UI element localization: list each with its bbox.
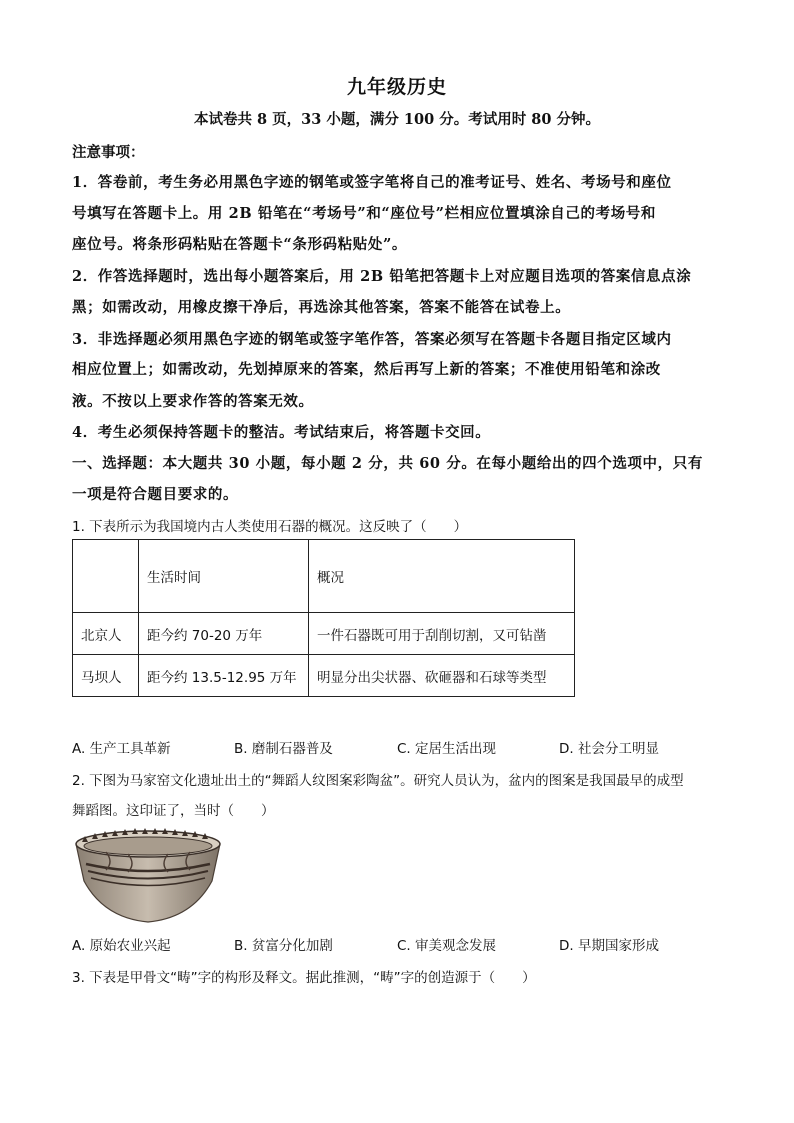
option-a[interactable]: A. 生产工具革新	[72, 741, 171, 757]
stone-tools-table	[72, 539, 575, 697]
table-cell: 北京人	[73, 613, 139, 655]
option-b[interactable]: B. 磨制石器普及	[234, 741, 333, 757]
note-line: 座位号。将条形码粘贴在答题卡“条形码粘贴处”。	[72, 236, 407, 253]
page-title: 九年级历史	[346, 76, 447, 98]
table-cell: 距今约 70-20 万年	[139, 613, 309, 655]
option-b[interactable]: B. 贫富分化加剧	[234, 938, 333, 954]
question-3-stem: 3. 下表是甲骨文“畴”字的构形及释文。据此推测，“畴”字的创造源于（ ）	[72, 970, 536, 986]
table-header-row	[73, 540, 575, 613]
question-2-stem-cont: 舞蹈图。这印证了，当时（ ）	[72, 803, 275, 819]
note-line: 液。不按以上要求作答的答案无效。	[72, 393, 314, 410]
note-line: 1．答卷前，考生务必用黑色字迹的钢笔或签字笔将自己的准考证号、姓名、考场号和座位	[72, 174, 672, 191]
table-header-cell: 生活时间	[139, 540, 309, 613]
table-cell: 一件石器既可用于刮削切割，又可钻凿	[309, 613, 575, 655]
option-c[interactable]: C. 审美观念发展	[397, 938, 497, 954]
table-cell: 明显分出尖状器、砍砸器和石球等类型	[309, 655, 575, 697]
table-row	[73, 613, 575, 655]
option-c[interactable]: C. 定居生活出现	[397, 741, 497, 757]
note-line: 4．考生必须保持答题卡的整洁。考试结束后，将答题卡交回。	[72, 424, 491, 441]
question-2-stem: 2. 下图为马家窑文化遗址出土的“舞蹈人纹图案彩陶盆”。研究人员认为，盆内的图案是我国最早的成型	[72, 773, 684, 789]
note-line: 2．作答选择题时，选出每小题答案后，用 2B 铅笔把答题卡上对应题目选项的答案信息点涂	[72, 268, 692, 285]
note-line: 相应位置上；如需改动，先划掉原来的答案，然后再写上新的答案；不准使用铅笔和涂改	[72, 361, 661, 378]
option-a[interactable]: A. 原始农业兴起	[72, 938, 171, 954]
table-cell: 距今约 13.5-12.95 万年	[139, 655, 309, 697]
section-heading-cont: 一项是符合题目要求的。	[72, 486, 239, 503]
exam-info: 本试卷共 8 页，33 小题，满分 100 分。考试用时 80 分钟。	[193, 111, 601, 128]
option-d[interactable]: D. 社会分工明显	[559, 741, 659, 757]
notes-heading: 注意事项：	[72, 144, 145, 161]
note-line: 号填写在答题卡上。用 2B 铅笔在“考场号”和“座位号”栏相应位置填涂自己的考场号和	[72, 205, 656, 222]
section-heading: 一、选择题：本大题共 30 小题，每小题 2 分，共 60 分。在每小题给出的四个选项中，只有	[72, 455, 703, 472]
painted-pottery-basin-image	[72, 826, 224, 926]
option-d[interactable]: D. 早期国家形成	[559, 938, 659, 954]
note-line: 黑；如需改动，用橡皮擦干净后，再选涂其他答案，答案不能答在试卷上。	[72, 299, 571, 316]
table-row	[73, 655, 575, 697]
table-header-cell: 概况	[309, 540, 575, 613]
table-cell: 马坝人	[73, 655, 139, 697]
table-header-cell	[73, 540, 139, 613]
question-1-stem: 1. 下表所示为我国境内古人类使用石器的概况。这反映了（ ）	[72, 519, 468, 535]
note-line: 3．非选择题必须用黑色字迹的钢笔或签字笔作答，答案必须写在答题卡各题目指定区域内	[72, 331, 672, 348]
